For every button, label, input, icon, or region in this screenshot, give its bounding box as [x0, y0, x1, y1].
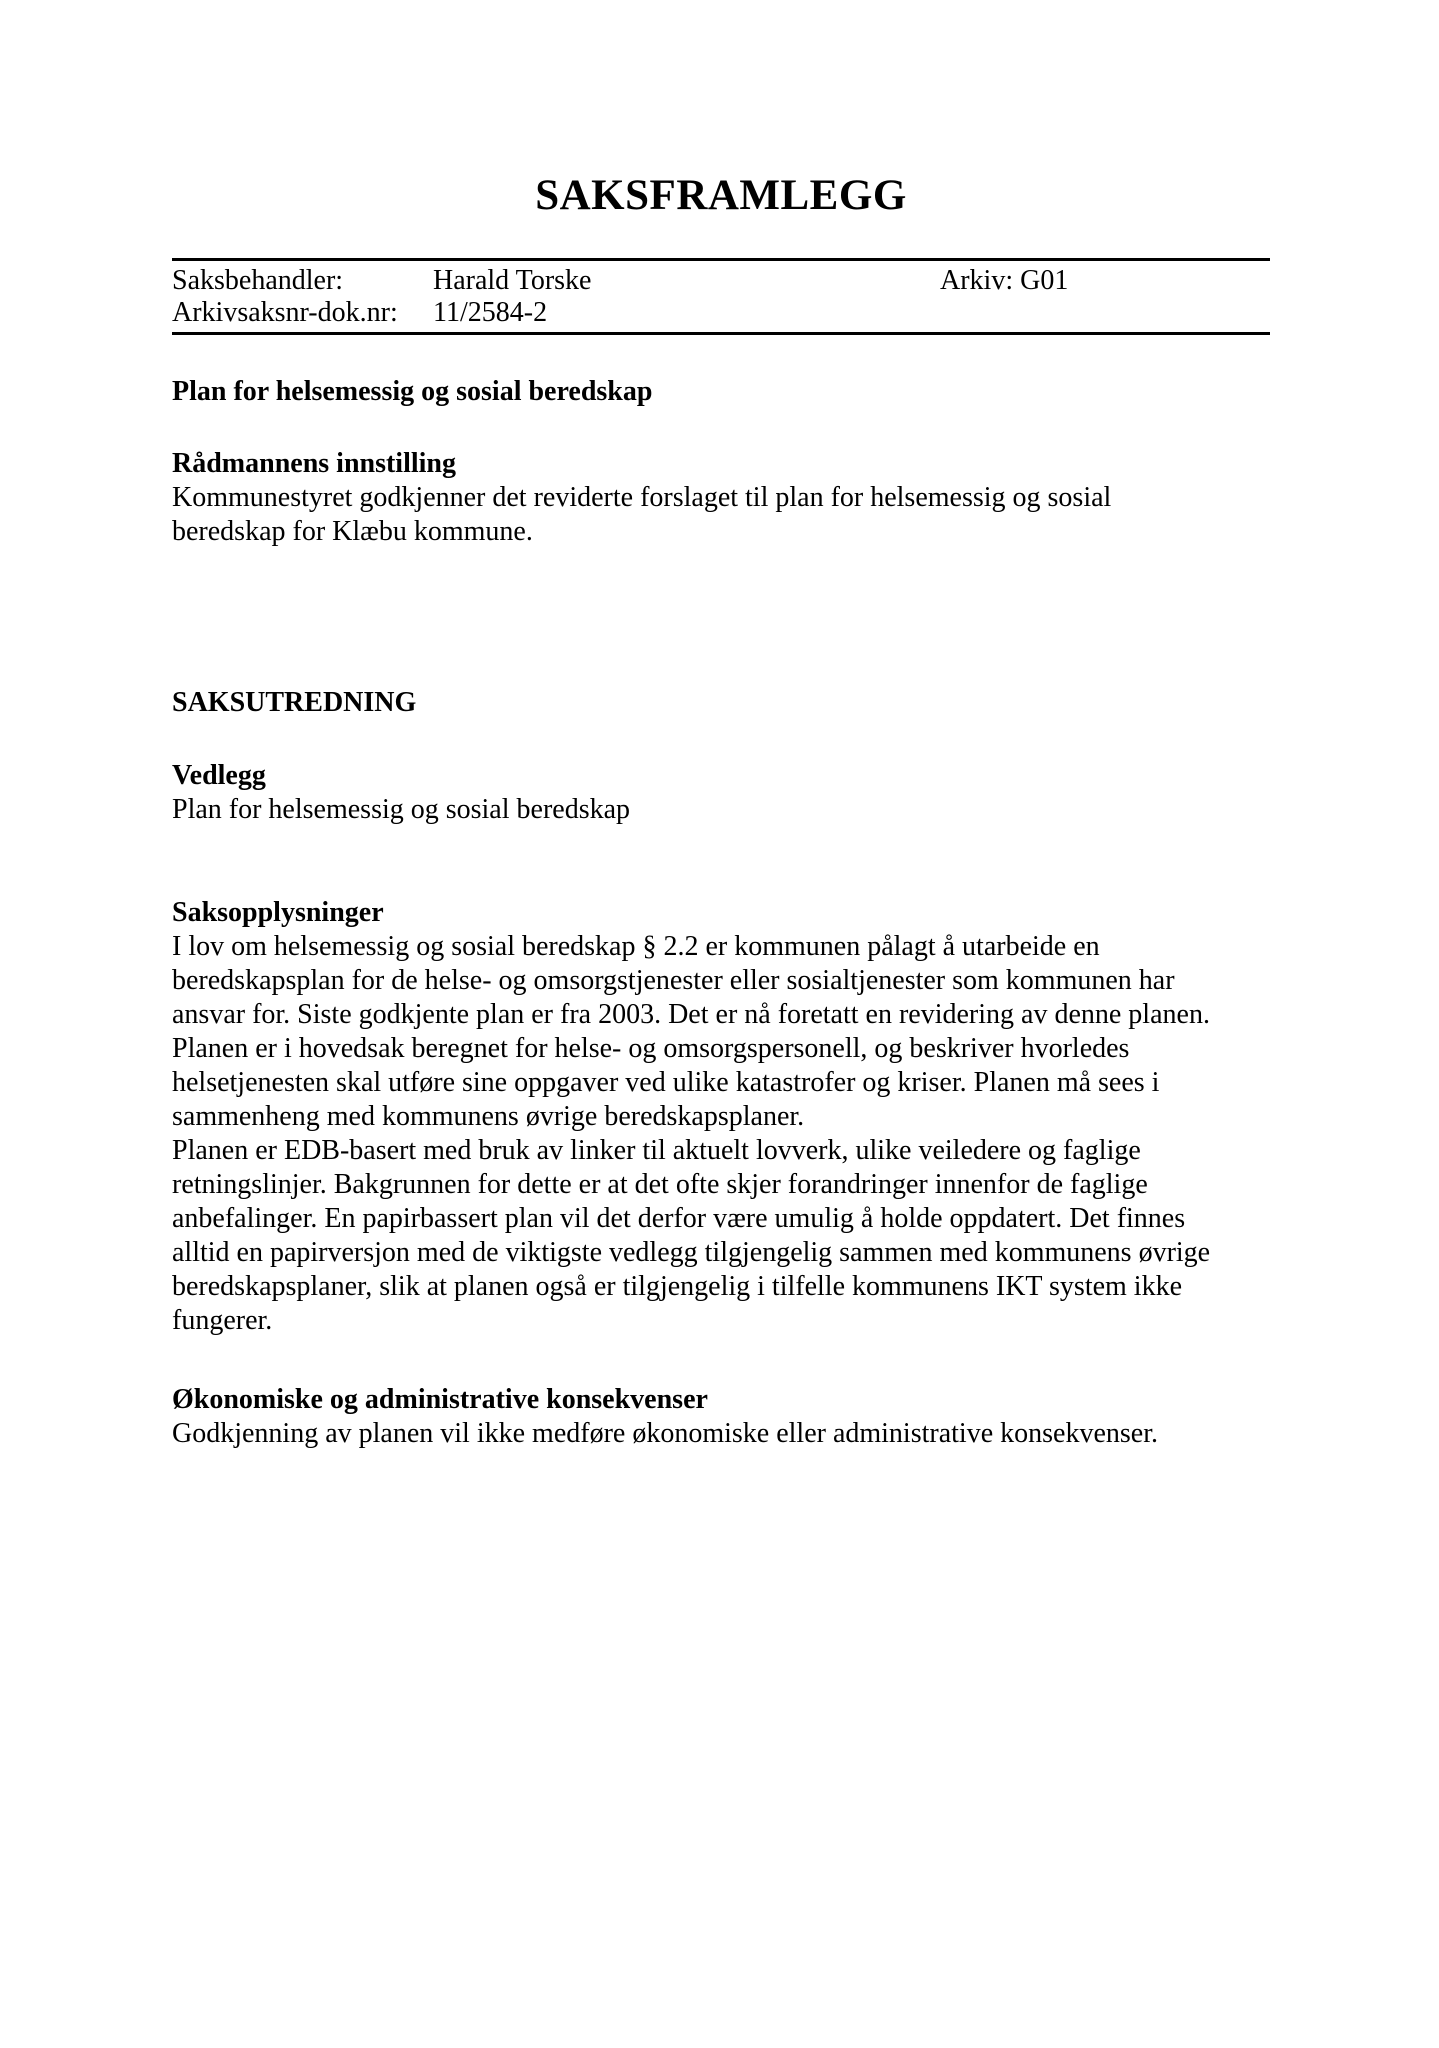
section-okonomiske-konsekvenser	[172, 1383, 1282, 1451]
paragraph-line: alltid en papirversjon med de viktigste vedlegg tilgjengelig sammen med kommunens øvrige	[172, 1237, 1211, 1268]
subject-heading: Plan for helsemessig og sosial beredskap	[172, 376, 653, 407]
header-value-arkivsaksnr: 11/2584-2	[433, 297, 548, 328]
section-saksopplysninger	[172, 896, 1282, 1338]
paragraph-line: anbefalinger. En papirbassert plan vil det derfor være umulig å holde oppdatert. Det finnes	[172, 1203, 1186, 1234]
paragraph-line: sammenheng med kommunens øvrige beredskapsplaner.	[172, 1101, 805, 1132]
header-label-arkivsaksnr: Arkivsaksnr-dok.nr:	[172, 297, 398, 328]
header-row	[172, 265, 1270, 297]
case-header-table	[172, 258, 1270, 335]
archive-code: Arkiv: G01	[940, 265, 1069, 296]
paragraph-line: Plan for helsemessig og sosial beredskap	[172, 794, 631, 825]
paragraph-line: fungerer.	[172, 1305, 273, 1336]
section-saksutredning	[172, 686, 1282, 720]
paragraph-line: beredskapsplan for de helse- og omsorgstjenester eller sosialtjenester som kommunen har	[172, 965, 1175, 996]
paragraph-line: ansvar for. Siste godkjente plan er fra 2003. Det er nå foretatt en revidering av denne planen.	[172, 999, 1210, 1030]
header-label-saksbehandler: Saksbehandler:	[172, 265, 344, 296]
paragraph-line: helsetjenesten skal utføre sine oppgaver ved ulike katastrofer og kriser. Planen må sees i	[172, 1067, 1160, 1098]
section-heading: SAKSUTREDNING	[172, 687, 417, 718]
paragraph-line: retningslinjer. Bakgrunnen for dette er at det ofte skjer forandringer innenfor de faglige	[172, 1169, 1148, 1200]
section-heading: Vedlegg	[172, 760, 266, 791]
section-heading: Saksopplysninger	[172, 897, 384, 928]
paragraph-line: Planen er i hovedsak beregnet for helse- og omsorgspersonell, og beskriver hvorledes	[172, 1033, 1130, 1064]
paragraph-line: Godkjenning av planen vil ikke medføre økonomiske eller administrative konsekvenser.	[172, 1418, 1158, 1449]
section-heading: Rådmannens innstilling	[172, 448, 456, 479]
header-row	[172, 297, 1270, 329]
paragraph-line: Kommunestyret godkjenner det reviderte forslaget til plan for helsemessig og sosial	[172, 482, 1112, 513]
paragraph-line: Planen er EDB-basert med bruk av linker til aktuelt lovverk, ulike veiledere og faglige	[172, 1135, 1141, 1166]
paragraph-line: beredskapsplaner, slik at planen også er tilgjengelig i tilfelle kommunens IKT system ikke	[172, 1271, 1183, 1302]
section-vedlegg	[172, 759, 1282, 827]
paragraph-line: I lov om helsemessig og sosial beredskap § 2.2 er kommunen pålagt å utarbeide en	[172, 931, 1100, 962]
section-heading: Økonomiske og administrative konsekvenser	[172, 1384, 708, 1415]
paragraph-line: beredskap for Klæbu kommune.	[172, 516, 533, 547]
header-value-saksbehandler: Harald Torske	[433, 265, 592, 296]
document-title: SAKSFRAMLEGG	[535, 172, 907, 219]
section-radmannens-innstilling	[172, 447, 1282, 549]
